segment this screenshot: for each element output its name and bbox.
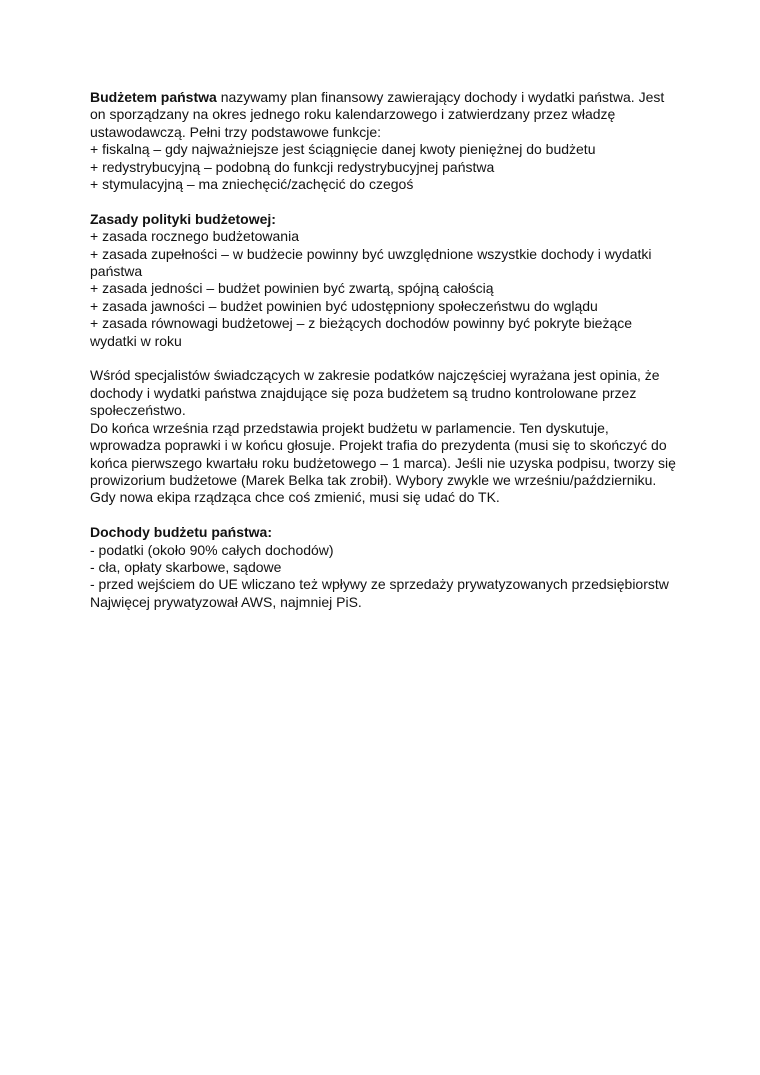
revenue-item: - podatki (około 90% całych dochodów) bbox=[90, 541, 334, 558]
function-item: + redystrybucyjną – podobną do funkcji redystrybucyjnej państwa bbox=[90, 158, 495, 175]
revenue-item: - przed wejściem do UE wliczano też wpływy ze sprzedaży prywatyzowanych przedsiębiorstw bbox=[90, 576, 669, 593]
document-body bbox=[90, 89, 680, 611]
principles-section bbox=[90, 211, 680, 350]
revenue-note: Najwięcej prywatyzował AWS, najmniej PiS. bbox=[90, 593, 362, 610]
intro-definition: nazywamy plan finansowy zawierający dochody i wydatki państwa. Jest on sporządzany na okres jednego roku kalendarzowego i zatwierdzany przez władzę ustawodawczą. Pełni trzy podstawowe funkcje: bbox=[90, 89, 665, 140]
revenue-item: - cła, opłaty skarbowe, sądowe bbox=[90, 558, 282, 575]
opinion-section bbox=[90, 367, 680, 506]
intro-paragraph bbox=[90, 89, 680, 141]
opinion-paragraph: Wśród specjalistów świadczących w zakresie podatków najczęściej wyrażana jest opinia, że dochody i wydatki państwa znajdujące się poza budżetem są trudno kontrolowane przez społeczeństwo. bbox=[90, 367, 660, 419]
principle-item: + zasada jawności – budżet powinien być udostępniony społeczeństwu do wglądu bbox=[90, 297, 598, 314]
function-item: + stymulacyjną – ma zniechęcić/zachęcić do czegoś bbox=[90, 176, 414, 193]
budget-process-paragraph: Do końca września rząd przedstawia projekt budżetu w parlamencie. Ten dyskutuje, wprowadza poprawki i w końcu głosuje. Projekt trafia do prezydenta (musi się to skończyć do końca pierwszego kwartału roku budżetowego – 1 marca). Jeśli nie uzyska podpisu, tworzy się prowizorium budżetowe (Marek Belka tak zrobił). Wybory zwykle we wrześniu/październiku. Gdy nowa ekipa rządząca chce coś zmienić, musi się udać do TK. bbox=[90, 419, 676, 506]
revenue-heading: Dochody budżetu państwa: bbox=[90, 524, 272, 541]
revenue-section bbox=[90, 524, 680, 611]
principle-item: + zasada zupełności – w budżecie powinny być uwzględnione wszystkie dochody i wydatki państwa bbox=[90, 245, 652, 280]
intro-section bbox=[90, 89, 680, 193]
principle-item: + zasada równowagi budżetowej – z bieżących dochodów powinny być pokryte bieżące wydatki w roku bbox=[90, 315, 633, 349]
principle-item: + zasada jedności – budżet powinien być zwartą, spójną całością bbox=[90, 280, 494, 297]
principles-heading: Zasady polityki budżetowej: bbox=[90, 210, 276, 227]
intro-term: Budżetem państwa bbox=[90, 89, 217, 105]
principle-item: + zasada rocznego budżetowania bbox=[90, 228, 299, 245]
function-item: + fiskalną – gdy najważniejsze jest ściągnięcie danej kwoty pieniężnej do budżetu bbox=[90, 141, 596, 158]
